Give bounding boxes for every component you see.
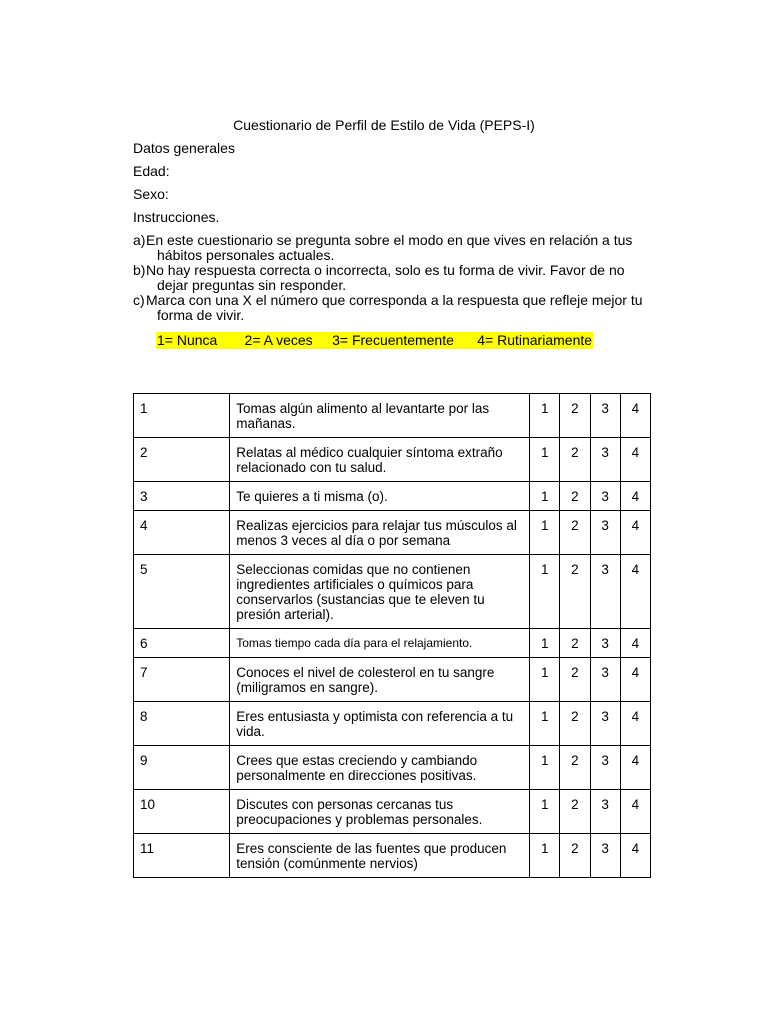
question-number: 8 bbox=[134, 702, 230, 746]
document-title: Cuestionario de Perfil de Estilo de Vida (PEPS-I) bbox=[233, 117, 535, 133]
answer-option-3[interactable]: 3 bbox=[590, 482, 620, 511]
question-text: Relatas al médico cualquier síntoma extraño relacionado con tu salud. bbox=[230, 438, 530, 482]
table-row bbox=[134, 834, 651, 878]
answer-option-1[interactable]: 1 bbox=[530, 438, 560, 482]
question-text: Te quieres a ti misma (o). bbox=[230, 482, 530, 511]
age-label: Edad: bbox=[133, 163, 170, 179]
instruction-letter: b) bbox=[133, 262, 146, 278]
question-number: 7 bbox=[134, 658, 230, 702]
answer-option-2[interactable]: 2 bbox=[560, 658, 590, 702]
answer-option-2[interactable]: 2 bbox=[560, 511, 590, 555]
question-number: 4 bbox=[134, 511, 230, 555]
question-text: Tomas tiempo cada día para el relajamiento. bbox=[230, 629, 530, 658]
answer-option-3[interactable]: 3 bbox=[590, 629, 620, 658]
answer-option-2[interactable]: 2 bbox=[560, 834, 590, 878]
instruction-line: hábitos personales actuales. bbox=[157, 247, 335, 263]
answer-option-2[interactable]: 2 bbox=[560, 746, 590, 790]
instruction-item bbox=[133, 293, 673, 323]
answer-option-3[interactable]: 3 bbox=[590, 438, 620, 482]
answer-option-4[interactable]: 4 bbox=[620, 555, 650, 629]
answer-option-4[interactable]: 4 bbox=[620, 511, 650, 555]
instruction-line: Marca con una X el número que corresponda a la respuesta que refleje mejor tu bbox=[146, 292, 643, 308]
answer-option-4[interactable]: 4 bbox=[620, 834, 650, 878]
answer-option-4[interactable]: 4 bbox=[620, 790, 650, 834]
question-text: Crees que estas creciendo y cambiando personalmente en direcciones positivas. bbox=[230, 746, 530, 790]
answer-option-4[interactable]: 4 bbox=[620, 746, 650, 790]
answer-option-3[interactable]: 3 bbox=[590, 658, 620, 702]
answer-option-1[interactable]: 1 bbox=[530, 555, 560, 629]
instructions-label: Instrucciones. bbox=[133, 209, 220, 225]
question-text: Discutes con personas cercanas tus preocupaciones y problemas personales. bbox=[230, 790, 530, 834]
general-data-label: Datos generales bbox=[133, 140, 235, 156]
table-row bbox=[134, 482, 651, 511]
answer-option-4[interactable]: 4 bbox=[620, 482, 650, 511]
instruction-line: No hay respuesta correcta o incorrecta, solo es tu forma de vivir. Favor de no bbox=[146, 262, 625, 278]
table-row bbox=[134, 394, 651, 438]
answer-option-3[interactable]: 3 bbox=[590, 702, 620, 746]
question-text: Eres entusiasta y optimista con referencia a tu vida. bbox=[230, 702, 530, 746]
answer-option-1[interactable]: 1 bbox=[530, 790, 560, 834]
question-number: 11 bbox=[134, 834, 230, 878]
response-scale: 1= Nunca 2= A veces 3= Frecuentemente 4= Rutinariamente bbox=[157, 332, 593, 348]
question-number: 1 bbox=[134, 394, 230, 438]
answer-option-4[interactable]: 4 bbox=[620, 394, 650, 438]
table-row bbox=[134, 658, 651, 702]
table-row bbox=[134, 438, 651, 482]
answer-option-1[interactable]: 1 bbox=[530, 702, 560, 746]
question-number: 6 bbox=[134, 629, 230, 658]
answer-option-1[interactable]: 1 bbox=[530, 482, 560, 511]
question-number: 9 bbox=[134, 746, 230, 790]
question-number: 5 bbox=[134, 555, 230, 629]
question-text: Realizas ejercicios para relajar tus músculos al menos 3 veces al día o por semana bbox=[230, 511, 530, 555]
table-row bbox=[134, 555, 651, 629]
answer-option-2[interactable]: 2 bbox=[560, 555, 590, 629]
answer-option-3[interactable]: 3 bbox=[590, 555, 620, 629]
instruction-letter: c) bbox=[133, 292, 145, 308]
answer-option-1[interactable]: 1 bbox=[530, 629, 560, 658]
question-number: 3 bbox=[134, 482, 230, 511]
instruction-line: dejar preguntas sin responder. bbox=[157, 277, 347, 293]
answer-option-1[interactable]: 1 bbox=[530, 394, 560, 438]
answer-option-2[interactable]: 2 bbox=[560, 438, 590, 482]
answer-option-3[interactable]: 3 bbox=[590, 511, 620, 555]
answer-option-2[interactable]: 2 bbox=[560, 482, 590, 511]
table-row bbox=[134, 746, 651, 790]
answer-option-4[interactable]: 4 bbox=[620, 702, 650, 746]
question-text: Conoces el nivel de colesterol en tu sangre (miligramos en sangre). bbox=[230, 658, 530, 702]
answer-option-3[interactable]: 3 bbox=[590, 394, 620, 438]
table-row bbox=[134, 790, 651, 834]
question-number: 2 bbox=[134, 438, 230, 482]
answer-option-3[interactable]: 3 bbox=[590, 790, 620, 834]
instruction-item bbox=[133, 233, 673, 263]
instruction-item bbox=[133, 263, 673, 293]
answer-option-4[interactable]: 4 bbox=[620, 438, 650, 482]
sex-label: Sexo: bbox=[133, 186, 169, 202]
answer-option-2[interactable]: 2 bbox=[560, 790, 590, 834]
answer-option-3[interactable]: 3 bbox=[590, 746, 620, 790]
answer-option-2[interactable]: 2 bbox=[560, 394, 590, 438]
questionnaire-table bbox=[133, 393, 651, 878]
answer-option-1[interactable]: 1 bbox=[530, 511, 560, 555]
table-row bbox=[134, 511, 651, 555]
answer-option-1[interactable]: 1 bbox=[530, 658, 560, 702]
question-text: Eres consciente de las fuentes que producen tensión (comúnmente nervios) bbox=[230, 834, 530, 878]
answer-option-2[interactable]: 2 bbox=[560, 629, 590, 658]
question-text: Tomas algún alimento al levantarte por las mañanas. bbox=[230, 394, 530, 438]
instruction-line: En este cuestionario se pregunta sobre el modo en que vives en relación a tus bbox=[146, 232, 633, 248]
answer-option-1[interactable]: 1 bbox=[530, 746, 560, 790]
instructions-list bbox=[133, 233, 673, 323]
answer-option-1[interactable]: 1 bbox=[530, 834, 560, 878]
instruction-line: forma de vivir. bbox=[157, 307, 245, 323]
question-number: 10 bbox=[134, 790, 230, 834]
table-row bbox=[134, 702, 651, 746]
answer-option-4[interactable]: 4 bbox=[620, 629, 650, 658]
instruction-letter: a) bbox=[133, 232, 146, 248]
answer-option-3[interactable]: 3 bbox=[590, 834, 620, 878]
question-text: Seleccionas comidas que no contienen ingredientes artificiales o químicos para conservarlos (sustancias que te eleven tu presión arterial). bbox=[230, 555, 530, 629]
answer-option-2[interactable]: 2 bbox=[560, 702, 590, 746]
table-row bbox=[134, 629, 651, 658]
answer-option-4[interactable]: 4 bbox=[620, 658, 650, 702]
